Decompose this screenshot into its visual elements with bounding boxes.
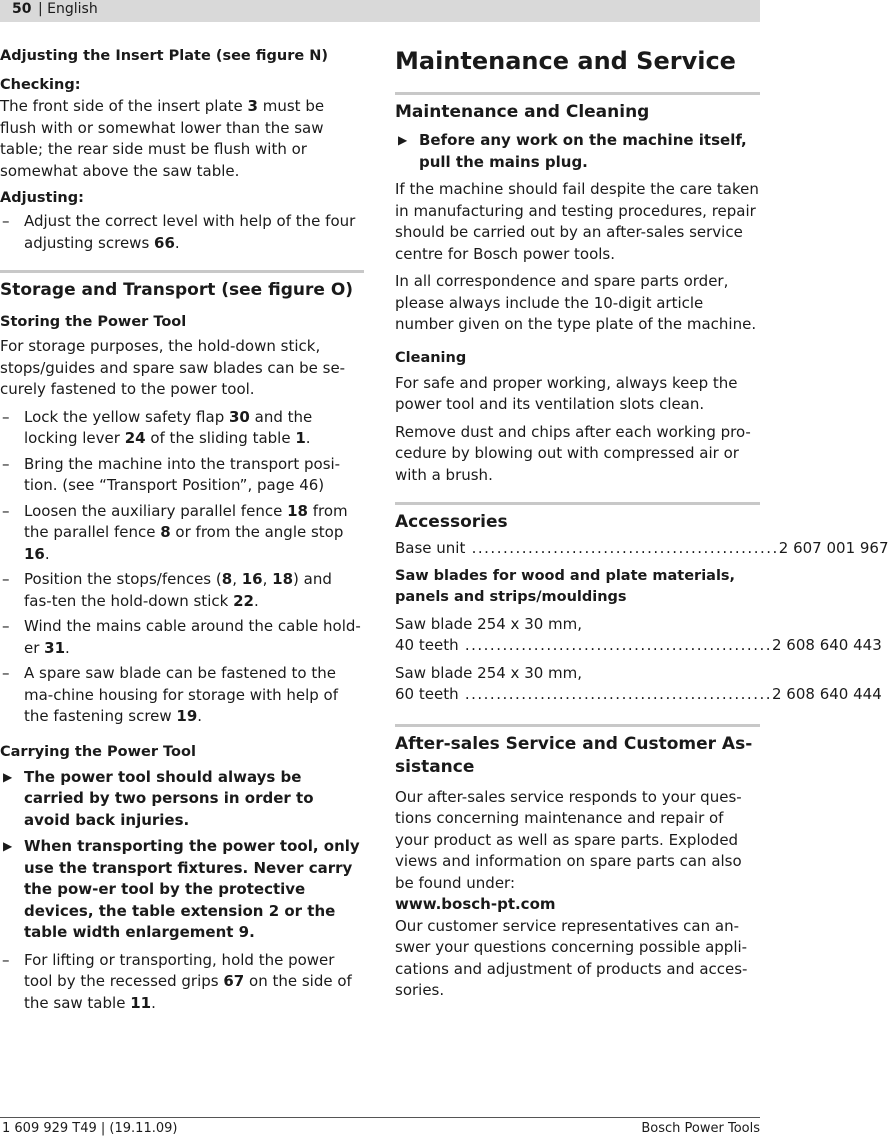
page-header <box>0 0 760 22</box>
accessories-heading: Accessories <box>395 502 760 534</box>
saw-blades-heading: Saw blades for wood and plate materials, panels and strips/mouldings <box>395 567 736 605</box>
maintenance-heading: Maintenance and Service <box>395 47 736 75</box>
insert-plate-heading: Adjusting the Insert Plate (see figure N) <box>0 48 329 64</box>
carrying-item: – For lifting or transporting, hold the power tool by the recessed grips 67 on the side of the saw table 11. <box>2 950 352 1012</box>
base-unit-row: Base unit ................................................. 2 607 001 967 <box>395 539 889 557</box>
storing-intro: For storage purposes, the hold-down stick, stops/guides and spare saw blades can be se-curely fastened to the power tool. <box>0 337 346 398</box>
footer-doc-number: 1 609 929 T49 | (19.11.09) <box>2 1121 178 1136</box>
blade-2-description: Saw blade 254 x 30 mm, <box>395 663 583 682</box>
cleaning-warning: ▶ Before any work on the machine itself, pull the mains plug. <box>398 131 747 171</box>
page-footer <box>0 1117 760 1136</box>
service-heading: After-sales Service and Customer As-sistance <box>395 724 760 779</box>
storing-item-2: – Bring the machine into the transport posi-tion. (see “Transport Position”, page 46) <box>2 454 341 494</box>
carrying-heading: Carrying the Power Tool <box>0 743 196 760</box>
storing-item-3: – Loosen the auxiliary parallel fence 18 from the parallel fence 8 or from the angle stop 16. <box>2 501 348 563</box>
cleaning-paragraph-3: For safe and proper working, always keep the power tool and its ventilation slots clean. <box>395 373 738 413</box>
left-column <box>0 46 364 1014</box>
right-column <box>395 46 889 1002</box>
triangle-bullet-icon: ▶ <box>3 839 13 853</box>
adjusting-label: Adjusting: <box>0 190 84 206</box>
storing-heading: Storing the Power Tool <box>0 314 187 330</box>
service-url-link[interactable]: www.bosch-pt.com <box>395 895 556 913</box>
storing-item-6: – A spare saw blade can be fastened to the ma-chine housing for storage with help of the fastening screw 19. <box>2 664 338 725</box>
service-paragraph-1: Our after-sales service responds to your ques-tions concerning maintenance and repair of your product as well as spare parts. Exploded views and information on spare parts can also be found under: <box>395 787 742 892</box>
cleaning-subheading: Cleaning <box>395 349 467 366</box>
service-paragraph-2: Our customer service representatives can an-swer your questions concerning possible appli-cations and adjustment of products and acces-sories. <box>395 916 748 999</box>
storage-heading: Storage and Transport (see figure O) <box>0 270 364 302</box>
page-number: 50 <box>12 1 32 17</box>
blade-2-row: 60 teeth ................................................. 2 608 640 444 <box>395 685 882 703</box>
cleaning-paragraph-4: Remove dust and chips after each working pro-cedure by blowing out with compressed air or with a brush. <box>395 422 751 484</box>
cleaning-paragraph-2: In all correspondence and spare parts order, please always include the 10-digit article number given on the type plate of the machine. <box>395 272 757 333</box>
blade-1-row: 40 teeth ................................................. 2 608 640 443 <box>395 636 882 654</box>
checking-label: Checking: <box>0 77 81 93</box>
storing-item-1: – Lock the yellow safety flap 30 and the locking lever 24 of the sliding table 1. <box>2 407 313 447</box>
triangle-bullet-icon: ▶ <box>398 133 408 147</box>
carrying-warning-1: ▶ The power tool should always be carried by two persons in order to avoid back injuries. <box>3 767 314 829</box>
cleaning-paragraph-1: If the machine should fail despite the care taken in manufacturing and testing procedures, repair should be carried out by an after-sales service centre for Bosch power tools. <box>395 180 759 263</box>
adjusting-item: – Adjust the correct level with help of the four adjusting screws 66. <box>2 212 356 252</box>
storing-item-5: – Wind the mains cable around the cable hold-er 31. <box>2 617 361 657</box>
footer-brand: Bosch Power Tools <box>641 1121 760 1136</box>
header-language: | English <box>38 1 98 17</box>
cleaning-heading: Maintenance and Cleaning <box>395 92 760 124</box>
carrying-warning-2: ▶ When transporting the power tool, only use the transport fixtures. Never carry the pow-er tool by the protective devices, the table extension 2 or the table width enlargement 9. <box>3 837 360 941</box>
triangle-bullet-icon: ▶ <box>3 769 13 784</box>
storing-item-4: – Position the stops/fences (8, 16, 18) and fas-ten the hold-down stick 22. <box>2 570 332 610</box>
blade-1-description: Saw blade 254 x 30 mm, <box>395 614 583 633</box>
checking-paragraph: The front side of the insert plate 3 must be flush with or somewhat lower than the saw table; the rear side must be flush with or somewhat above the saw table. <box>0 97 325 180</box>
